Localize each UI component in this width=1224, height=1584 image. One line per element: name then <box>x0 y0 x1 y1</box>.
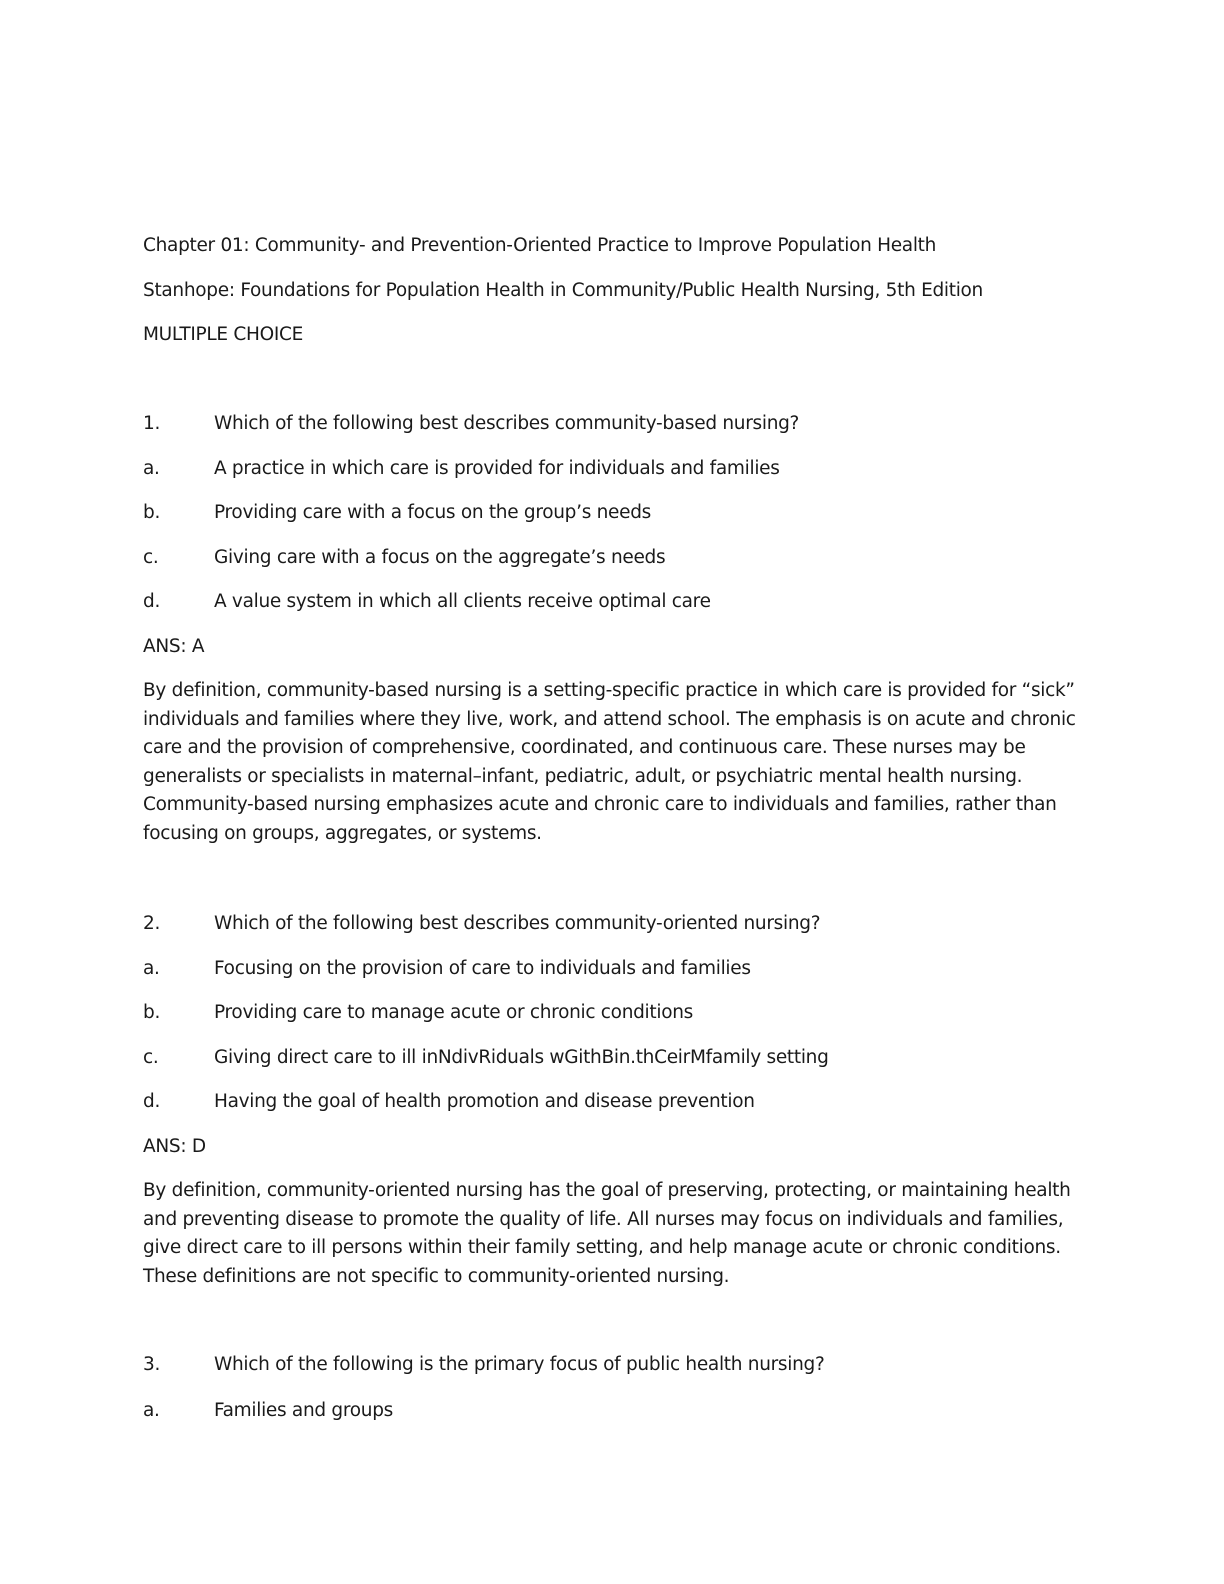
rationale-line: focusing on groups, aggregates, or systems. <box>143 822 542 844</box>
rationale-line: individuals and families where they live, work, and attend school. The emphasis is on acute and chronic <box>143 708 1076 730</box>
option-letter: a. <box>143 458 160 479</box>
option-letter: b. <box>143 1002 161 1023</box>
question-number: 2. <box>143 913 161 934</box>
question-stem: Which of the following is the primary focus of public health nursing? <box>214 1354 825 1375</box>
rationale-line: and preventing disease to promote the quality of life. All nurses may focus on individuals and families, <box>143 1208 1064 1230</box>
rationale-line: Community-based nursing emphasizes acute and chronic care to individuals and families, rather than <box>143 794 1057 816</box>
question-number: 1. <box>143 413 161 434</box>
chapter-title: Chapter 01: Community- and Prevention-Oriented Practice to Improve Population Health <box>143 235 937 256</box>
section-heading: MULTIPLE CHOICE <box>143 324 304 345</box>
question-stem: Which of the following best describes community-based nursing? <box>214 413 800 434</box>
book-title: Stanhope: Foundations for Population Health in Community/Public Health Nursing, 5th Edition <box>143 280 983 301</box>
rationale-line: generalists or specialists in maternal–infant, pediatric, adult, or psychiatric mental health nursing. <box>143 765 1023 787</box>
question-stem: Which of the following best describes community-oriented nursing? <box>214 913 821 934</box>
option-text: Providing care to manage acute or chronic conditions <box>214 1002 693 1023</box>
answer-key: ANS: D <box>143 1136 206 1157</box>
option-letter: d. <box>143 1091 161 1112</box>
option-text: A practice in which care is provided for individuals and families <box>214 458 780 479</box>
rationale-line: care and the provision of comprehensive, coordinated, and continuous care. These nurses may be <box>143 737 1026 759</box>
rationale-line: By definition, community-based nursing is a setting-specific practice in which care is provided for “sick” <box>143 680 1075 701</box>
rationale <box>143 677 1083 849</box>
option-text: Giving care with a focus on the aggregate’s needs <box>214 547 666 568</box>
option-text: Families and groups <box>214 1400 393 1421</box>
option-letter: a. <box>143 1400 160 1421</box>
question-number: 3. <box>143 1354 161 1375</box>
rationale-line: By definition, community-oriented nursing has the goal of preserving, protecting, or maintaining health <box>143 1180 1071 1201</box>
option-letter: b. <box>143 502 161 523</box>
option-text: Having the goal of health promotion and disease prevention <box>214 1091 755 1112</box>
option-letter: a. <box>143 958 160 979</box>
rationale-line: give direct care to ill persons within their family setting, and help manage acute or chronic conditions. <box>143 1237 1061 1259</box>
option-letter: d. <box>143 591 161 612</box>
answer-key: ANS: A <box>143 636 205 657</box>
option-letter: c. <box>143 547 159 568</box>
rationale-line: These definitions are not specific to community-oriented nursing. <box>143 1265 730 1287</box>
option-text: Providing care with a focus on the group’s needs <box>214 502 651 523</box>
option-letter: c. <box>143 1047 159 1068</box>
option-text: Giving direct care to ill inNdivRiduals wGithBin.thCeirMfamily setting <box>214 1047 829 1068</box>
option-text: A value system in which all clients receive optimal care <box>214 591 711 612</box>
rationale <box>143 1177 1083 1291</box>
option-text: Focusing on the provision of care to individuals and families <box>214 958 751 979</box>
